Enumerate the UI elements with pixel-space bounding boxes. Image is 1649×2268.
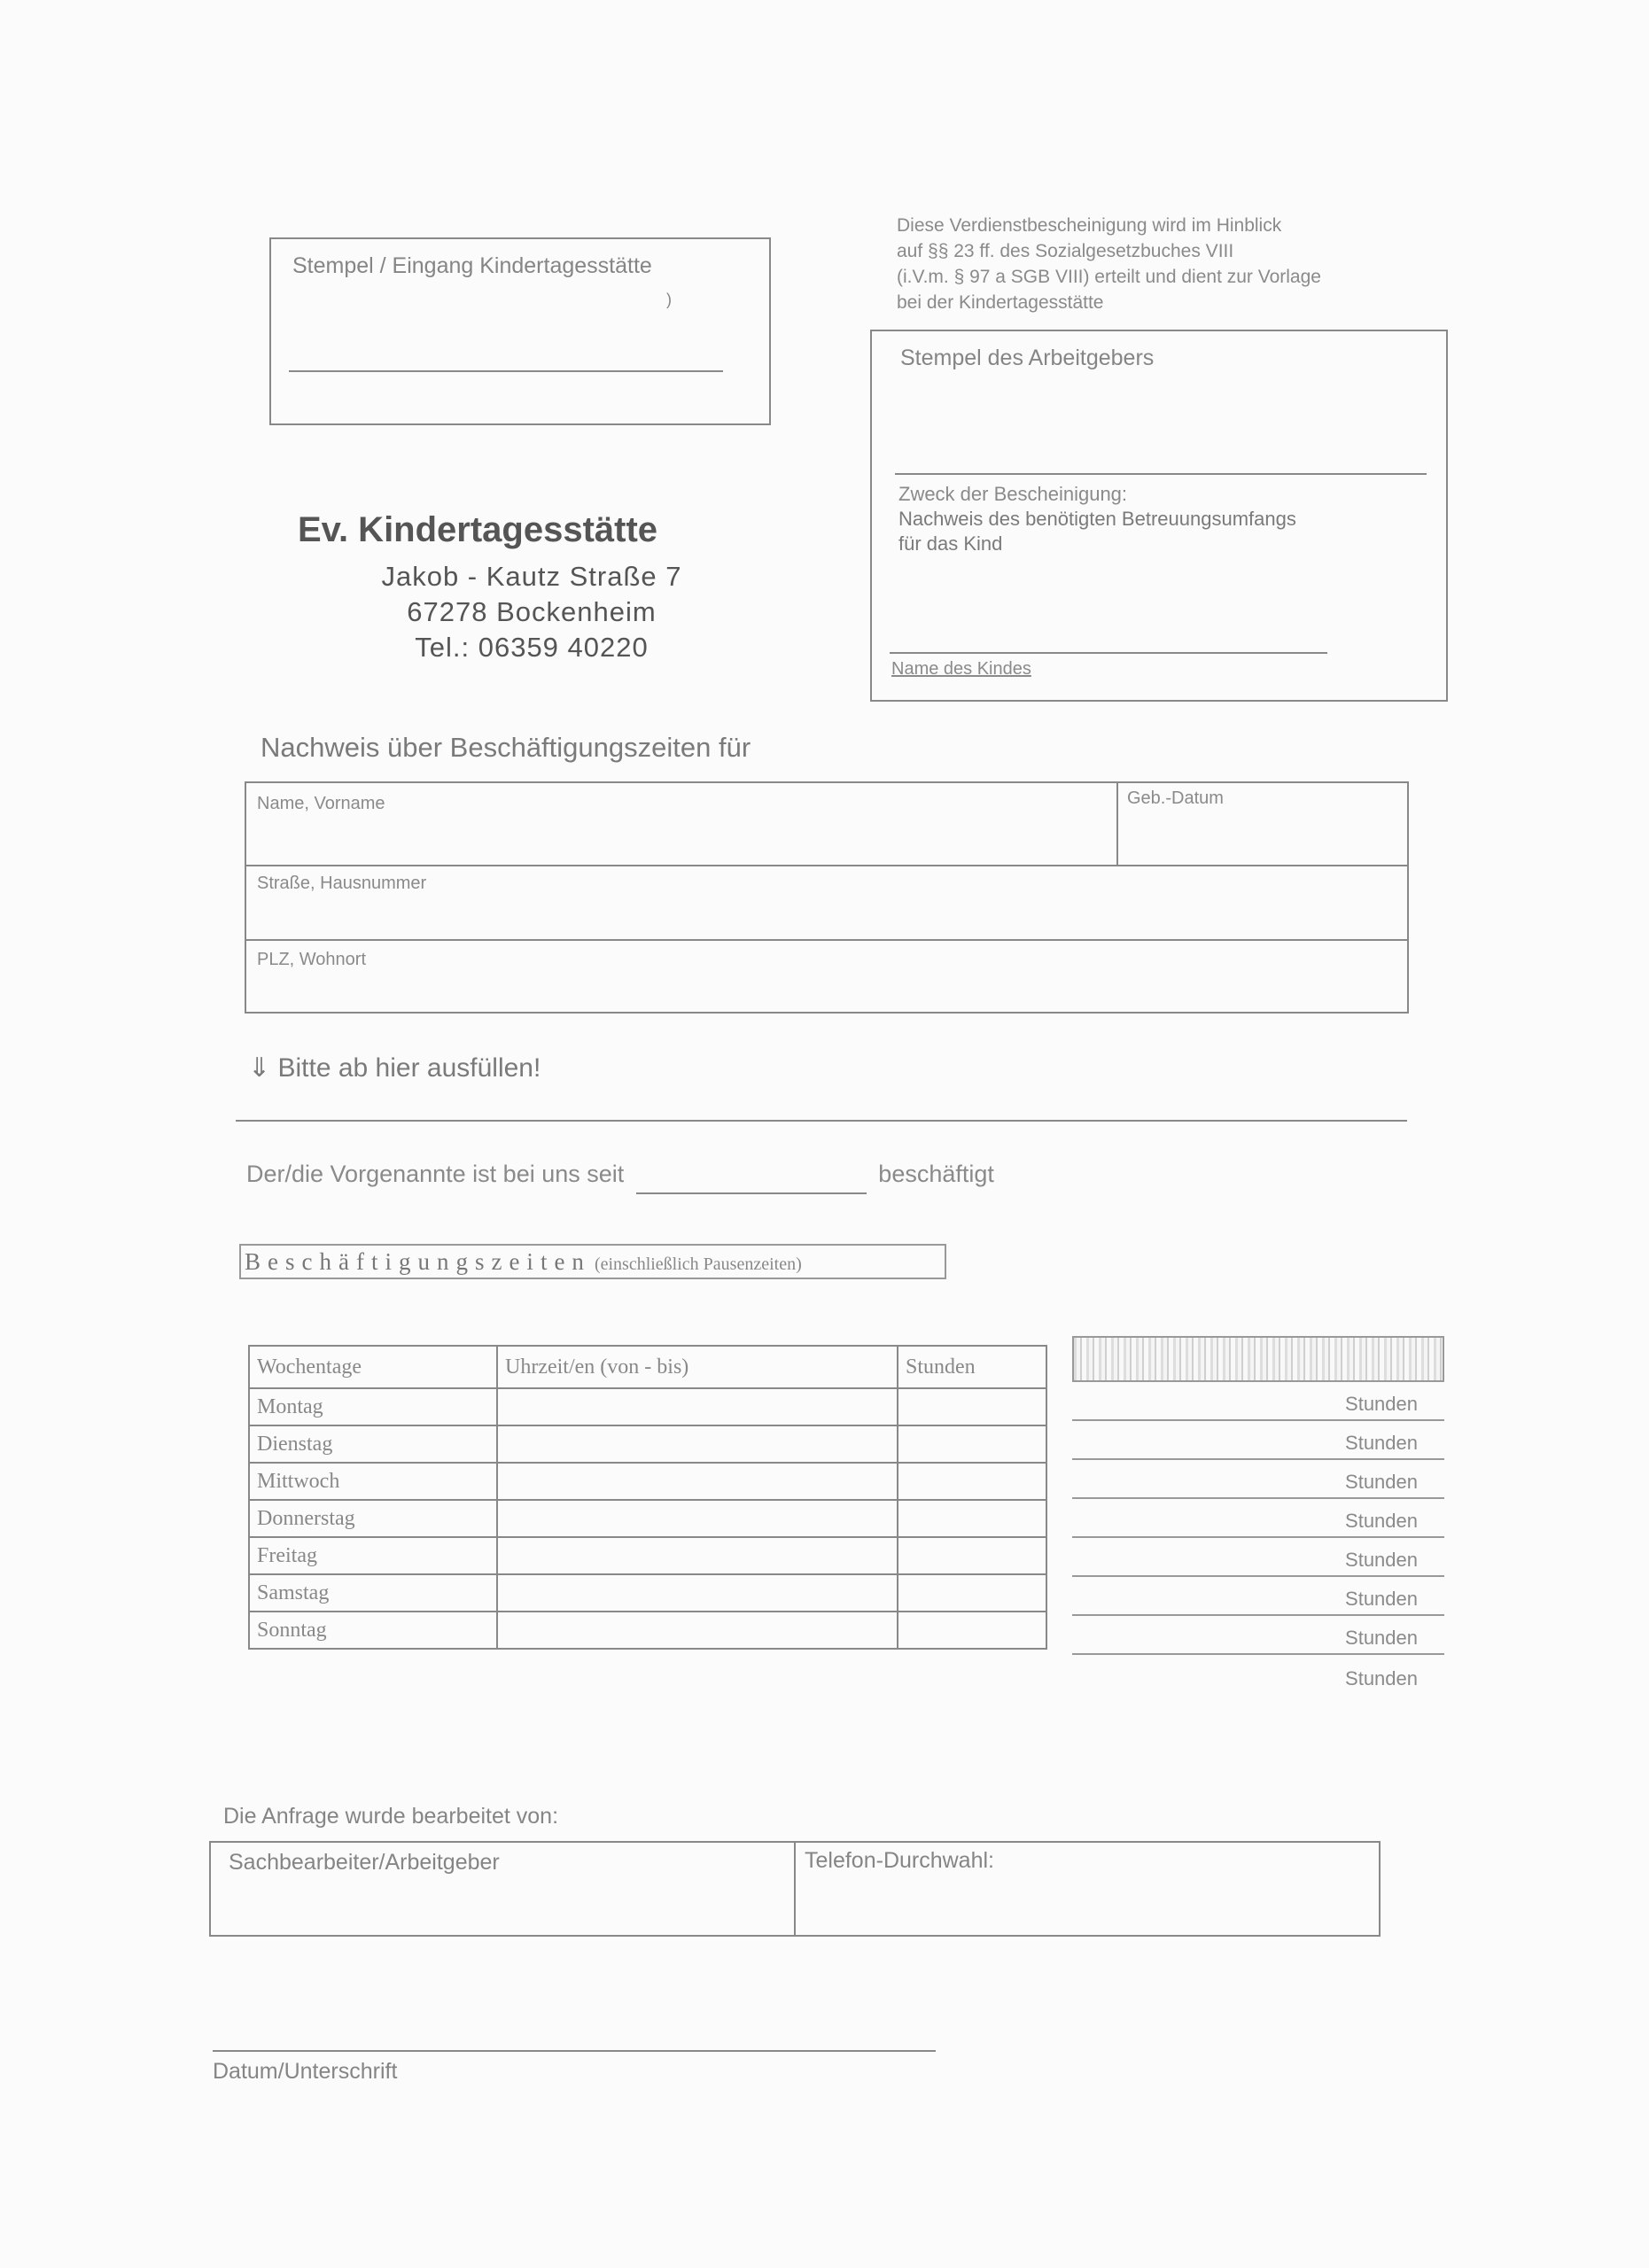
receipt-stamp-mark: ): [666, 291, 672, 308]
legal-note-line: (i.V.m. § 97 a SGB VIII) erteilt und dient zur Vorlage: [897, 267, 1321, 287]
day-label: Montag: [249, 1388, 497, 1425]
weekday-table-header: [249, 1346, 1046, 1388]
hours-cell[interactable]: [898, 1500, 1046, 1537]
time-range-cell[interactable]: [497, 1425, 898, 1463]
legal-note-line: bei der Kindertagesstätte: [897, 292, 1104, 313]
clerk-input[interactable]: [225, 1882, 787, 1931]
side-hours-row[interactable]: [1072, 1421, 1444, 1460]
hours-section-title: Beschäftigungszeiten: [245, 1248, 591, 1275]
table-row: [249, 1388, 1046, 1425]
header-weekdays: Wochentage: [249, 1346, 497, 1388]
side-hours-unit: Stunden: [1345, 1667, 1418, 1689]
processed-by-divider: [794, 1843, 796, 1935]
table-row: [249, 1500, 1046, 1537]
side-hours-row[interactable]: [1072, 1616, 1444, 1655]
employee-section-title: Nachweis über Beschäftigungszeiten für: [261, 732, 751, 763]
child-name-input[interactable]: [893, 611, 1331, 647]
side-hours-unit: Stunden: [1345, 1549, 1418, 1571]
hours-section-subtitle: (einschließlich Pausenzeiten): [594, 1254, 802, 1274]
processed-by-title: Die Anfrage wurde bearbeitet von:: [223, 1804, 559, 1829]
day-label: Sonntag: [249, 1612, 497, 1649]
day-label: Donnerstag: [249, 1500, 497, 1537]
time-range-cell[interactable]: [497, 1612, 898, 1649]
employee-dob-divider: [1116, 783, 1118, 865]
name-input[interactable]: [255, 817, 1109, 861]
purpose-text-line: für das Kind: [898, 532, 1003, 555]
side-hours-column: [1072, 1336, 1444, 1694]
hours-cell[interactable]: [898, 1425, 1046, 1463]
side-hours-row[interactable]: [1072, 1499, 1444, 1538]
fill-instruction: ⇓ Bitte ab hier ausfüllen!: [248, 1053, 541, 1083]
street-input[interactable]: [255, 897, 1393, 937]
hours-cell[interactable]: [898, 1574, 1046, 1612]
hours-cell[interactable]: [898, 1612, 1046, 1649]
phone-extension-input[interactable]: [803, 1882, 1373, 1931]
signature-input[interactable]: [213, 2011, 936, 2048]
table-row: [249, 1463, 1046, 1500]
purpose-block: [898, 482, 1296, 556]
header-time-range: Uhrzeit/en (von - bis): [497, 1346, 898, 1388]
organization-city: 67278 Bockenheim: [407, 596, 657, 627]
time-range-cell[interactable]: [497, 1388, 898, 1425]
header-hours: Stunden: [898, 1346, 1046, 1388]
time-range-cell[interactable]: [497, 1463, 898, 1500]
employee-row-divider: [246, 865, 1407, 866]
side-hours-unit: Stunden: [1345, 1627, 1418, 1649]
organization-block: [266, 510, 797, 664]
side-hours-header-scan: [1072, 1336, 1444, 1382]
side-hours-total-row[interactable]: [1072, 1655, 1444, 1694]
organization-phone: Tel.: 06359 40220: [415, 632, 649, 663]
time-range-cell[interactable]: [497, 1574, 898, 1612]
table-row: [249, 1612, 1046, 1649]
signature-label: Datum/Unterschrift: [213, 2059, 398, 2084]
child-name-label: Name des Kindes: [891, 659, 1031, 679]
employee-data-box: [245, 781, 1409, 1014]
legal-note-line: auf §§ 23 ff. des Sozialgesetzbuches VIII: [897, 241, 1234, 261]
street-label: Straße, Hausnummer: [257, 874, 427, 893]
table-row: [249, 1574, 1046, 1612]
employment-since-suffix: beschäftigt: [878, 1161, 994, 1187]
processed-by-box: [209, 1841, 1381, 1937]
phone-extension-label: Telefon-Durchwahl:: [805, 1848, 994, 1873]
side-hours-row[interactable]: [1072, 1577, 1444, 1616]
side-hours-unit: Stunden: [1345, 1393, 1418, 1415]
side-hours-unit: Stunden: [1345, 1588, 1418, 1610]
employment-since-prefix: Der/die Vorgenannte ist bei uns seit: [246, 1161, 625, 1187]
table-row: [249, 1425, 1046, 1463]
employer-stamp-divider: [895, 473, 1427, 475]
city-label: PLZ, Wohnort: [257, 950, 367, 969]
hours-cell[interactable]: [898, 1388, 1046, 1425]
day-label: Samstag: [249, 1574, 497, 1612]
day-label: Dienstag: [249, 1425, 497, 1463]
day-label: Mittwoch: [249, 1463, 497, 1500]
child-name-line: [890, 652, 1327, 654]
employment-since-row: [246, 1161, 994, 1194]
day-label: Freitag: [249, 1537, 497, 1574]
signature-line: [213, 2050, 936, 2052]
employer-stamp-label: Stempel des Arbeitgebers: [900, 346, 1155, 370]
employment-since-input[interactable]: [636, 1164, 867, 1194]
side-hours-unit: Stunden: [1345, 1432, 1418, 1454]
name-label: Name, Vorname: [257, 794, 385, 813]
receipt-stamp-box: [269, 237, 771, 425]
purpose-text-line: Nachweis des benötigten Betreuungsumfangs: [898, 508, 1296, 530]
time-range-cell[interactable]: [497, 1537, 898, 1574]
dob-label: Geb.-Datum: [1127, 788, 1224, 808]
receipt-stamp-line: [289, 370, 723, 372]
time-range-cell[interactable]: [497, 1500, 898, 1537]
hours-cell[interactable]: [898, 1463, 1046, 1500]
side-hours-row[interactable]: [1072, 1460, 1444, 1499]
organization-street: Jakob - Kautz Straße 7: [381, 561, 682, 592]
employer-stamp-box: [870, 330, 1448, 702]
employee-row-divider: [246, 939, 1407, 941]
side-hours-row[interactable]: [1072, 1538, 1444, 1577]
organization-name: Ev. Kindertagesstätte: [298, 510, 658, 549]
purpose-label: Zweck der Bescheinigung:: [898, 483, 1128, 505]
side-hours-unit: Stunden: [1345, 1510, 1418, 1532]
fill-instruction-line: [236, 1120, 1407, 1122]
legal-note-line: Diese Verdienstbescheinigung wird im Hinblick: [897, 215, 1282, 236]
legal-note: [897, 213, 1446, 315]
side-hours-unit: Stunden: [1345, 1471, 1418, 1493]
hours-cell[interactable]: [898, 1537, 1046, 1574]
receipt-stamp-label: Stempel / Eingang Kindertagesstätte: [292, 253, 652, 278]
weekday-table: [248, 1345, 1047, 1650]
clerk-label: Sachbearbeiter/Arbeitgeber: [229, 1850, 500, 1875]
hours-section-title-box: [239, 1244, 946, 1279]
city-input[interactable]: [255, 973, 1393, 1010]
table-row: [249, 1537, 1046, 1574]
side-hours-row[interactable]: [1072, 1382, 1444, 1421]
dob-input[interactable]: [1125, 815, 1395, 859]
